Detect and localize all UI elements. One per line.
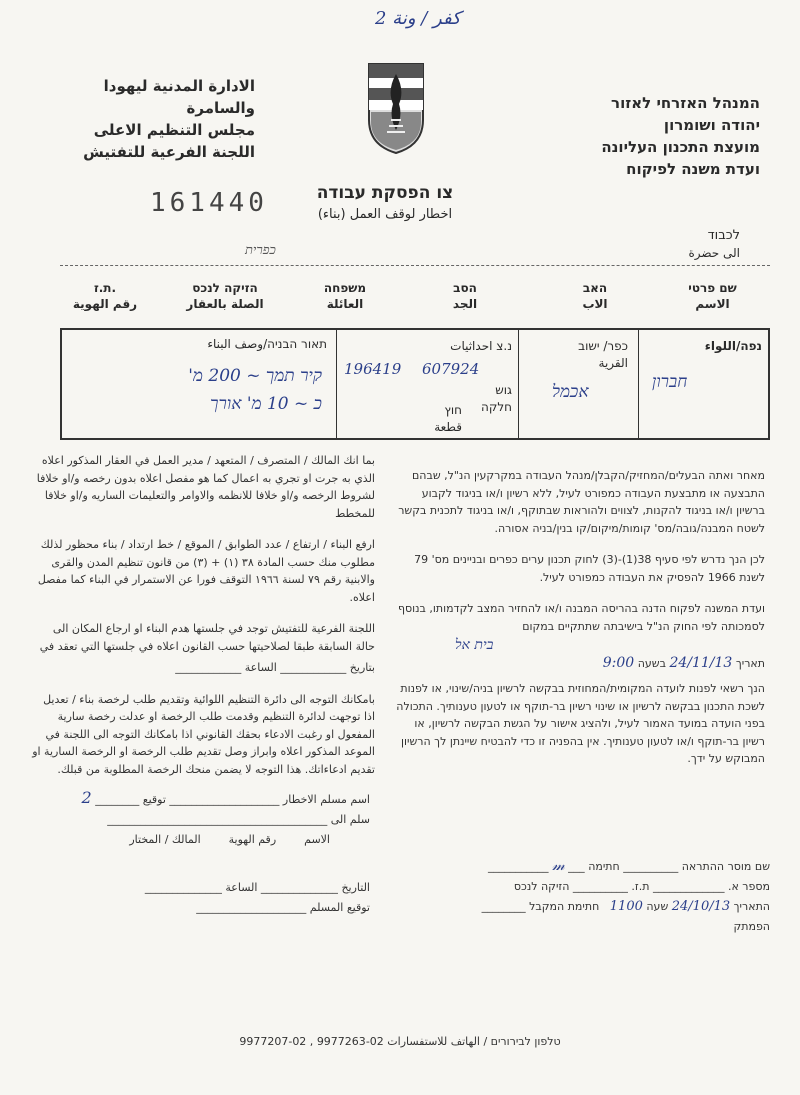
header-ar-line1: الادارة المدنية ليهودا	[103, 77, 255, 95]
header-relation-to-property: הזיקה לנכס الصلة بالعقار	[186, 281, 264, 311]
hebrew-datetime-row: התאריך 24/10/13 שעה 1100 חתימת המקבל ________	[481, 899, 770, 914]
hebrew-paragraph-3: ועדת המשנה לפקוח הדנה בהריסה המבנה ו/או להחזיר המצב לקדמותו, בנוסף לסמכותה לפי החוק הנ"ל בישיבתה שתתקיים במקום	[397, 602, 765, 633]
building-description-line2: כ ~ 10 מ' אורך	[210, 394, 322, 414]
order-title-arabic: اخطار لوقف العمل (بناء)	[317, 207, 453, 222]
handwritten-side-note: כפרית	[245, 243, 276, 258]
arabic-body	[30, 452, 375, 792]
hebrew-deliverer-row: שם מוסר ההתראה __________ חתימה ___ 𝓂 ___________	[487, 856, 770, 874]
divider	[638, 330, 639, 438]
arabic-delivered-to-row: سلم الى ________________________________________	[107, 813, 370, 826]
sub-district-value: חברון	[652, 372, 688, 392]
coordinates-label: נ.צ احداثيات	[450, 339, 512, 353]
hearing-place: בית אל	[455, 637, 494, 653]
divider	[336, 330, 337, 438]
village-label: כפר/ ישוב القرية	[578, 339, 628, 370]
arabic-paragraph-3: اللجنة الفرعية للتفتيش توجد في جلستها هدم البناء او ارجاع المكان الى حالة السابقة طبقا لصلاحيتها حسب القانون اعلاه في جلستها التي تعقد في	[39, 622, 375, 653]
hebrew-personal-number-row: מספר א. _____________ ת.ז. __________ הזיקה לנכס	[513, 880, 770, 893]
building-description-line1: קיר תמך ~ 200 מ'	[188, 366, 322, 386]
hod-labels: חוץ قطعة	[434, 403, 462, 434]
sub-district-label: נפה/اللواء	[704, 339, 762, 353]
hearing-datetime-row: תאריך 24/11/13 בשעה 9:00	[602, 654, 765, 671]
handwritten-village-note: كفر / ونة 2	[375, 8, 461, 29]
header-ar-line2: والسامرة	[186, 99, 255, 117]
hebrew-paragraph-2: לכן הנך נדרש לפי סעיף 38(1)-(3) לחוק תכנון ערים כפרים ובניינים מס' 79 לשנת 1966 להפסיק את העבודה כמפורט לעיל.	[414, 553, 765, 584]
arabic-notifier-row: اسم مسلم الاخطار ____________________ توقيع ________ 2	[81, 788, 370, 807]
header-grandfather-name: הסב الجد	[452, 281, 478, 311]
arabic-hearing-date-line: بتاريخ ____________ الساعة ____________	[175, 661, 375, 674]
to-label-hebrew: לכבוד	[707, 228, 740, 243]
village-value: אכמל	[552, 382, 589, 402]
hebrew-paragraph-1: מאחר ואתה הבעלים/המחזיק/הקבלן/מנהל העבודה במקרקעין הנ"ל, שבהם התבצעה או מתבצעת העבודה כמפורט לעיל, ללא רשיון ו/או בניגוד לקבוע ברשיון ו/או בניגוד להקנות, לצווים ולהוראות שבתוקף, ו/או בניגוד לתכנית בקשר לשטח המבנה/גובה/מס' קומות/מיקום/קו בנין/בניה אסורה.	[398, 469, 765, 535]
to-label-arabic: الى حضرة	[688, 246, 740, 260]
header-he-line4: ועדת משנה לפיקוח	[626, 160, 760, 178]
building-description-label: תאור הבניה/وصف البناء	[207, 337, 327, 351]
header-id-number: ת.ז. رقم الهوية	[72, 281, 138, 311]
header-family-name: משפחה العائلة	[323, 281, 367, 311]
arabic-date-row: التاريخ ______________ الساعة ______________	[144, 881, 370, 894]
header-ar-line3: مجلس التنظيم الاعلى	[93, 121, 255, 139]
header-he-line1: המנהל האזרחי לאזור	[611, 94, 760, 112]
order-title-hebrew: צו הפסקת עבודה	[316, 183, 454, 203]
details-table	[60, 265, 770, 440]
arabic-recipient-fields: الاسم رقم الهوية المالك / المختار	[129, 833, 330, 846]
header-father-name: האב الاب	[582, 281, 608, 311]
header-hebrew	[520, 92, 760, 180]
footer-phone-info: טלפון לבירורים / الهاتف للاستفسارات 02-9977263 , 02-9977207	[239, 1035, 561, 1048]
coordinate-x-value: 196419	[344, 360, 402, 378]
arabic-paragraph-1: بما انك المالك / المتصرف / المتعهد / مدير العمل في العقار المذكور اعلاه الذي به جرت او تجري به اعمال كما هو مفصل اعلاه بدون رخصه و/او خلافا لشروط الرخصه و/او خلافا للانظمه والاوامر والتعليمات الساريه و/او خلافا للمخطط	[36, 454, 375, 520]
header-ar-line4: اللجنة الفرعية للتفتيش	[83, 143, 255, 161]
arabic-paragraph-2: ارفع البناء / ارتفاع / عدد الطوابق / الموقع / خط ارتداد / بناء محظور لذلك مطلوب منك حسب المادة ٣٨ (١) + (٣) من قانون تنظيم المدن والقرى والابنية رقم ٧٩ لسنة ١٩٦٦ التوقف فورا عن الاستمرار في البناء كما مفصل اعلاه.	[37, 538, 375, 604]
arabic-signature-block	[40, 788, 370, 918]
coordinate-y-value: 607924	[422, 360, 480, 378]
hebrew-recipient-row: הפמתק	[733, 920, 770, 933]
document-number: 161440	[150, 188, 268, 218]
table-header-row	[60, 265, 770, 328]
arabic-paragraph-5: بامكانك التوجه الى دائرة التنظيم اللوائية وتقديم طلب لرخصة بناء / تعديل اذا توجهت لدائرة التنظيم وقدمت طلب الرخصة او عدلت رخصة سارية المفعول او رغبت الادعاء بحقك القانوني اذا بامكانك التوجه الى اللجنة في الموعد المذكور اعلاه وابراز وصل تقديم طلب الرخصة او الرخصة السارية او تقديم ادعاءاتك. هذا التوجه لا يضمن منحك الرخصة المطلوبة من قبلك.	[32, 692, 375, 776]
divider	[518, 330, 519, 438]
header-he-line3: מועצת התכנון העליונה	[601, 138, 760, 156]
property-details-box	[60, 328, 770, 440]
header-he-line2: יהודה ושומרון	[663, 116, 760, 134]
civil-administration-emblem-icon	[365, 60, 427, 155]
arabic-receiver-signature-row: توقيع المسلم ____________________	[196, 901, 370, 914]
header-first-name: שם פרטי الاسم	[688, 281, 737, 311]
header-arabic	[50, 75, 255, 163]
hebrew-signature-block	[400, 855, 770, 937]
block-parcel-labels: גוש חלקה	[480, 383, 512, 414]
hebrew-body	[395, 467, 765, 782]
hebrew-paragraph-4: הנך רשאי לפנות לועדה המקומית/המחוזית בבקשה לרשיון בניה/שינוי, או לפנות לשכת התכנון בבקשה לרשיון או שינוי רשיון בר-תוקף או לטעון טענותיך. התכולה בפני הועדה במועד האמור לעיל, ולהציג אישור על הגשת הבקשה לרשיון, או רשיון בר-תוקף ו/או לטעון טענותיך. אין בהפניה זו כדי להבטיח שיינתן לך הרשיון המבוקש על ידך.	[396, 682, 765, 765]
